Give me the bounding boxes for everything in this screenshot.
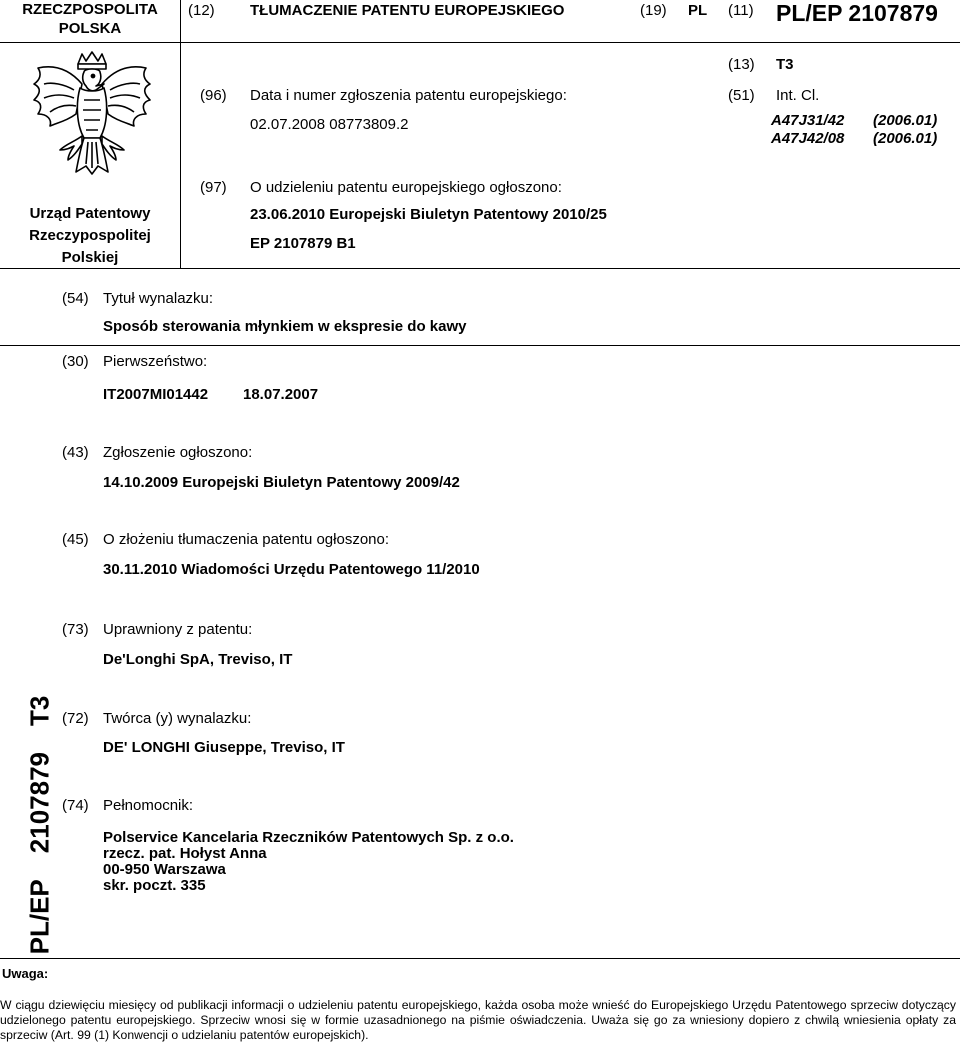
country-code: PL: [688, 2, 708, 19]
office-name-line1: Urząd Patentowy: [29, 205, 151, 222]
inid-code-72: (72): [62, 710, 89, 727]
inid-code-96: (96): [200, 87, 227, 104]
inid-code-43: (43): [62, 444, 89, 461]
priority-date: 18.07.2007: [243, 386, 319, 403]
inid-code-51: (51): [728, 87, 755, 104]
ipc-version-2: (2006.01): [873, 130, 938, 147]
translation-label: O złożeniu tłumaczenia patentu ogłoszono:: [103, 531, 390, 548]
publication-value: 14.10.2009 Europejski Biuletyn Patentowy 2009/42: [103, 474, 460, 491]
application-label: Data i numer zgłoszenia patentu europejskiego:: [250, 87, 567, 104]
document-type: TŁUMACZENIE PATENTU EUROPEJSKIEGO: [250, 2, 565, 19]
section-divider-title: [0, 345, 960, 346]
proprietor-label: Uprawniony z patentu:: [103, 621, 253, 638]
ipc-class-2: A47J42/08: [771, 130, 845, 147]
polish-eagle-emblem-icon: [30, 50, 154, 176]
inventor-value: DE' LONGHI Giuseppe, Treviso, IT: [103, 739, 345, 756]
section-divider-top: [0, 268, 960, 269]
note-text: W ciągu dziewięciu miesięcy od publikacji informacji o udzieleniu patentu europejskiego, każda osoba może wnieść do Europejskiego Urzędu Patentowego sprzeciw dotyczący udzielonego patentu europejskiego. Sprzeciw wnosi się w formie uzasadnionego na piśmie oświadczenia. Uważa się go za wniesiony dopiero z chwilą wniesienia opłaty za sprzeciw (Art. 99 (1) Konwencji o udzielaniu patentów europejskich).: [0, 998, 956, 1042]
sidebar-prefix: PL/EP: [24, 879, 55, 955]
priority-label: Pierwszeństwo:: [103, 353, 208, 370]
office-name-line2: Rzeczypospolitej: [29, 227, 151, 244]
issuing-country: RZECZPOSPOLITA POLSKA: [22, 1, 158, 37]
grant-value: 23.06.2010 Europejski Biuletyn Patentowy 2010/25: [250, 206, 607, 223]
publication-number: PL/EP 2107879: [776, 0, 938, 26]
classification-label: Int. Cl.: [776, 87, 820, 104]
attorney-line: 00-950 Warszawa: [103, 861, 226, 878]
inid-code-74: (74): [62, 797, 89, 814]
application-value: 02.07.2008 08773809.2: [250, 116, 409, 133]
sidebar-publication-number: [25, 696, 56, 955]
attorney-label: Pełnomocnik:: [103, 797, 194, 814]
attorney-line: Polservice Kancelaria Rzeczników Patentowych Sp. z o.o.: [103, 829, 514, 846]
sidebar-number: 2107879: [24, 751, 55, 854]
ep-number: EP 2107879 B1: [250, 235, 356, 252]
inid-code-73: (73): [62, 621, 89, 638]
invention-title: Sposób sterowania młynkiem w ekspresie do kawy: [103, 318, 467, 335]
inid-code-13: (13): [728, 56, 755, 73]
note-title: Uwaga:: [2, 966, 49, 981]
inid-code-30: (30): [62, 353, 89, 370]
inventor-label: Twórca (y) wynalazku:: [103, 710, 252, 727]
kind-code: T3: [776, 56, 794, 73]
translation-value: 30.11.2010 Wiadomości Urzędu Patentowego 11/2010: [103, 561, 480, 578]
inid-code-54: (54): [62, 290, 89, 307]
sidebar-kind: T3: [24, 695, 55, 726]
section-divider-bottom: [0, 958, 960, 959]
inid-code-11: (11): [728, 2, 754, 19]
office-name-line3: Polskiej: [61, 249, 119, 266]
ipc-version-1: (2006.01): [873, 112, 938, 129]
header-divider: [0, 42, 960, 43]
header-vertical-divider: [180, 0, 181, 268]
proprietor-value: De'Longhi SpA, Treviso, IT: [103, 651, 293, 668]
priority-number: IT2007MI01442: [103, 386, 209, 403]
ipc-class-1: A47J31/42: [771, 112, 845, 129]
attorney-line: rzecz. pat. Hołyst Anna: [103, 845, 267, 862]
inid-code-97: (97): [200, 179, 227, 196]
inid-code-45: (45): [62, 531, 89, 548]
publication-label: Zgłoszenie ogłoszono:: [103, 444, 253, 461]
grant-label: O udzieleniu patentu europejskiego ogłoszono:: [250, 179, 562, 196]
attorney-block: [103, 830, 514, 894]
inid-code-12: (12): [188, 2, 215, 19]
title-label: Tytuł wynalazku:: [103, 290, 214, 307]
attorney-line: skr. poczt. 335: [103, 877, 206, 894]
inid-code-19: (19): [640, 2, 667, 19]
